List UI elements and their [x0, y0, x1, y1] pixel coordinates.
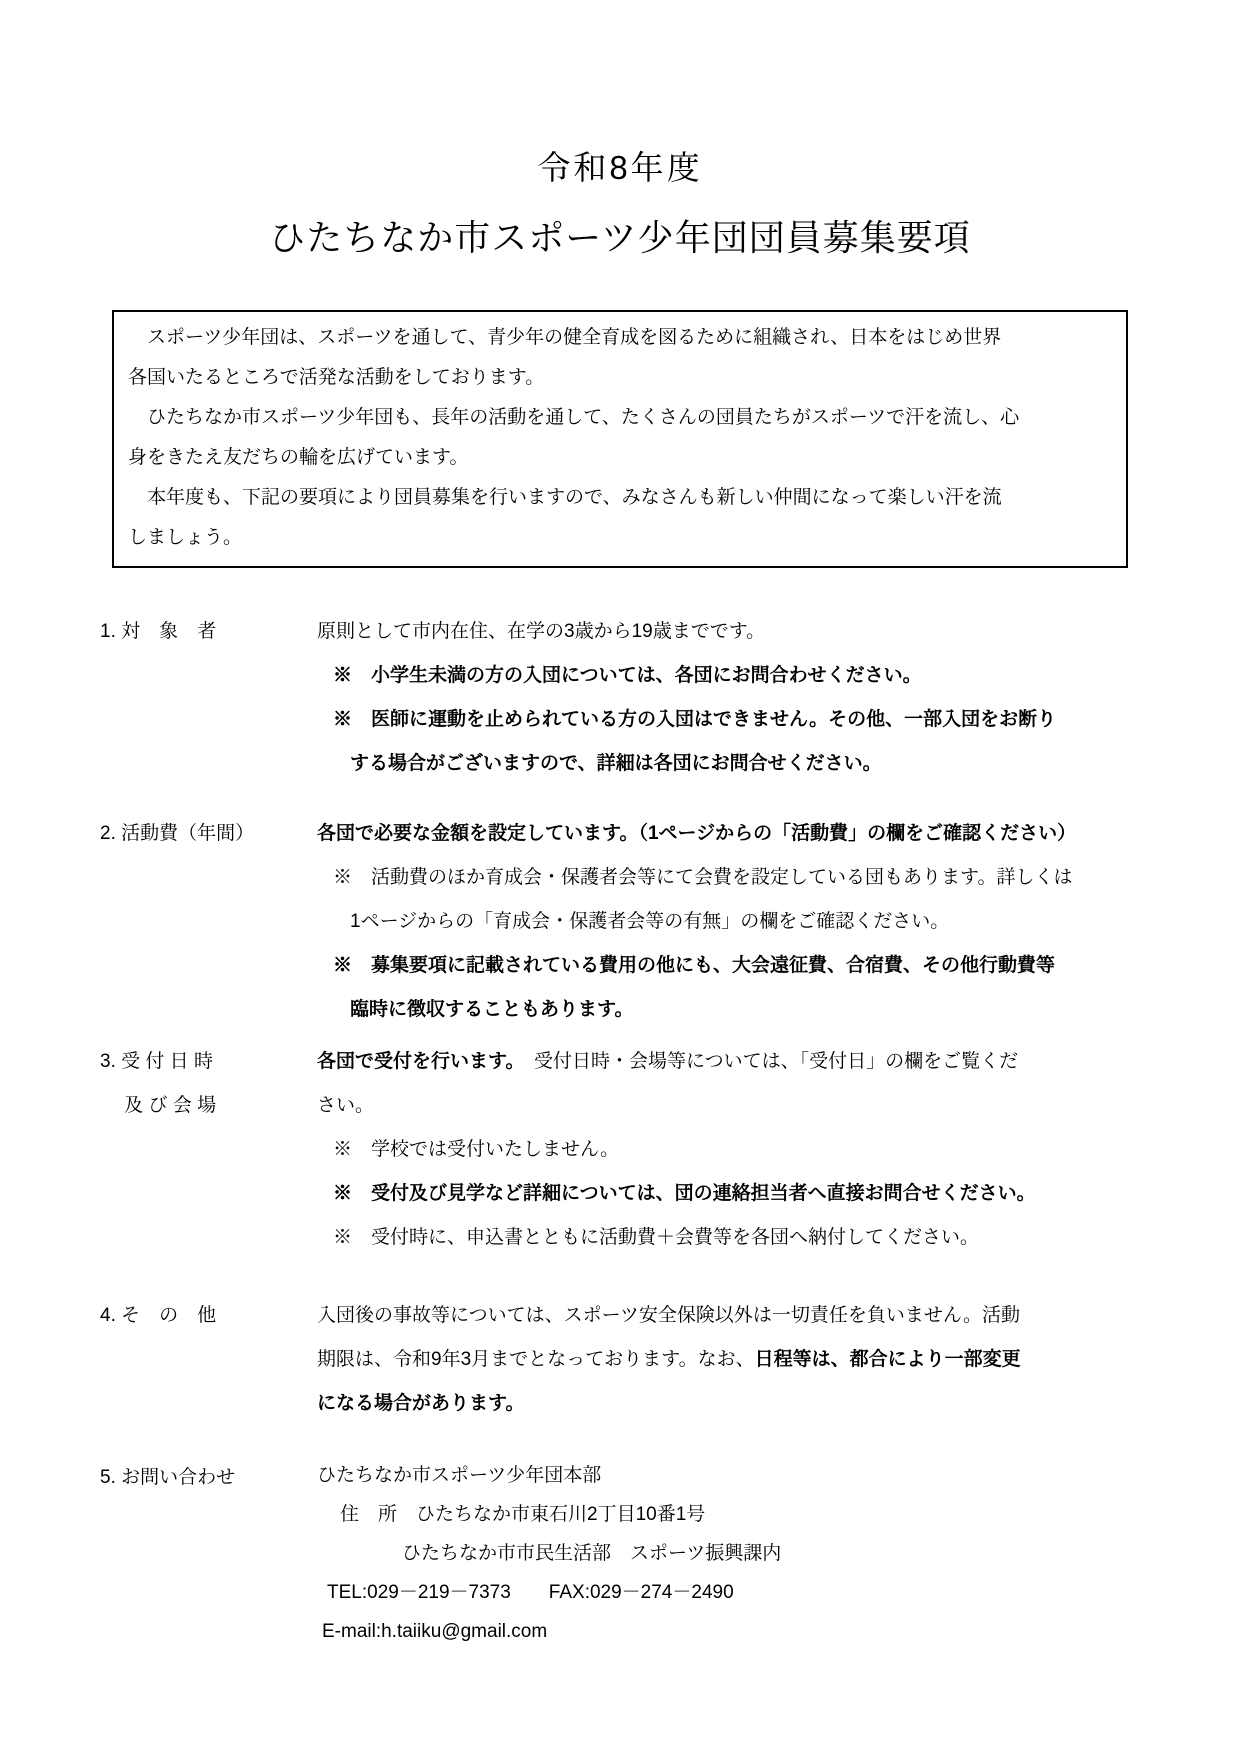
section	[100, 610, 1240, 786]
text-run: ※ 小学生未満の方の入団については、各団にお問合わせください。	[333, 665, 922, 686]
section-label	[100, 1040, 317, 1260]
text-line	[317, 1040, 1163, 1084]
text-run: ※ 学校では受付いたしません。	[333, 1139, 620, 1160]
text-line	[317, 1382, 1163, 1426]
text-run: さい。	[317, 1095, 375, 1116]
section-label-line: 3. 受 付 日 時	[100, 1051, 213, 1072]
section-label-line: 5. お問い合わせ	[100, 1467, 236, 1488]
text-run: 各団で受付を行います。	[317, 1051, 515, 1072]
text-line	[322, 1612, 1163, 1651]
text-run: 各団で必要な金額を設定しています。（1ページからの「活動費」の欄をご確認ください）	[317, 823, 1077, 844]
section-body	[317, 812, 1163, 1032]
section-body	[317, 1040, 1163, 1260]
text-run: 受付日時・会場等については、「受付日」の欄をご覧くだ	[514, 1051, 1019, 1072]
section-body	[317, 1294, 1163, 1426]
text-run: ※ 受付時に、申込書とともに活動費＋会費等を各団へ納付してください。	[333, 1227, 980, 1248]
text-run: ※ 医師に運動を止められている方の入団はできません。その他、一部入団をお断り	[333, 709, 1057, 730]
text-line	[350, 742, 1163, 786]
text-line	[317, 1338, 1163, 1382]
text-line	[317, 1294, 1163, 1338]
text-line	[333, 698, 1163, 742]
intro-line: 本年度も、下記の要項により団員募集を行いますので、みなさんも新しい仲間になって楽しい汗を流	[128, 487, 1002, 508]
text-line	[317, 1456, 1163, 1495]
section-label-line: 4. そ の 他	[100, 1305, 217, 1326]
text-run: 入団後の事故等については、スポーツ安全保険以外は一切責任を負いません。活動	[317, 1305, 1021, 1326]
section	[100, 812, 1240, 1032]
text-line	[350, 988, 1163, 1032]
section-label	[100, 1456, 317, 1651]
text-run: E-mail:h.taiiku@gmail.com	[322, 1621, 548, 1642]
text-run: ※ 募集要項に記載されている費用の他にも、大会遠征費、合宿費、その他行動費等	[333, 955, 1056, 976]
text-run: ※ 活動費のほか育成会・保護者会等にて会費を設定している団もあります。詳しくは	[333, 867, 1073, 888]
section	[100, 1040, 1240, 1260]
section-label	[100, 812, 317, 1032]
text-run: 臨時に徴収することもあります。	[350, 999, 634, 1020]
text-run: になる場合があります。	[317, 1393, 525, 1414]
intro-line: スポーツ少年団は、スポーツを通して、青少年の健全育成を図るために組織され、日本をはじめ世界	[128, 327, 1002, 348]
text-run: ひたちなか市市民生活部 スポーツ振興課内	[402, 1543, 782, 1564]
section-label	[100, 610, 317, 786]
text-line	[317, 812, 1163, 856]
text-line	[333, 1128, 1163, 1172]
text-run: ※ 受付及び見学など詳細については、団の連絡担当者へ直接お問合せください。	[333, 1183, 1036, 1204]
intro-box	[112, 310, 1128, 568]
text-line	[402, 1534, 1163, 1573]
intro-line: ひたちなか市スポーツ少年団も、長年の活動を通して、たくさんの団員たちがスポーツで汗を流し、心	[128, 407, 1020, 428]
text-line	[327, 1573, 1163, 1612]
text-line	[317, 1084, 1163, 1128]
text-run: ひたちなか市スポーツ少年団本部	[317, 1465, 602, 1486]
section-body	[317, 610, 1163, 786]
section-body	[317, 1456, 1163, 1651]
text-line	[340, 1495, 1163, 1534]
intro-line: 各国いたるところで活発な活動をしております。	[128, 367, 545, 388]
text-line	[317, 610, 1163, 654]
text-run: TEL:029－219－7373 FAX:029－274－2490	[327, 1582, 734, 1603]
section-label-line: 及 び 会 場	[100, 1095, 217, 1116]
page-title-main: ひたちなか市スポーツ少年団団員募集要項	[269, 217, 971, 258]
section-label-line: 2. 活動費（年間）	[100, 823, 255, 844]
intro-line: しましょう。	[128, 527, 243, 548]
text-run: 日程等は、都合により一部変更	[754, 1349, 1021, 1370]
text-line	[333, 944, 1163, 988]
text-run: 住 所 ひたちなか市東石川2丁目10番1号	[340, 1504, 706, 1525]
text-line	[333, 856, 1163, 900]
text-line	[333, 1172, 1163, 1216]
section	[100, 1456, 1240, 1651]
text-run: 1ページからの「育成会・保護者会等の有無」の欄をご確認ください。	[350, 911, 950, 932]
text-line	[333, 654, 1163, 698]
page-title-year: 令和8年度	[537, 149, 703, 186]
text-line	[350, 900, 1163, 944]
text-run: する場合がございますので、詳細は各団にお問合せください。	[350, 753, 882, 774]
section-label	[100, 1294, 317, 1426]
intro-line: 身をきたえ友だちの輪を広げています。	[128, 447, 469, 468]
section	[100, 1294, 1240, 1426]
section-label-line: 1. 対 象 者	[100, 621, 217, 642]
sections	[100, 610, 1240, 1651]
text-run: 原則として市内在住、在学の3歳から19歳までです。	[317, 621, 766, 642]
text-run: 期限は、令和9年3月までとなっております。なお、	[317, 1349, 755, 1370]
text-line	[333, 1216, 1163, 1260]
